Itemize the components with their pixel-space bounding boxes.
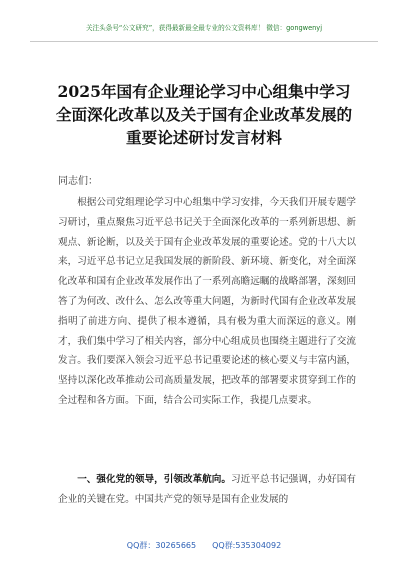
document-title: 2025年国有企业理论学习中心组集中学习全面深化改革以及关于国有企业改革发展的重要论述研讨发言材料 [55,82,353,147]
header-divider [30,41,378,42]
intro-paragraph: 根据公司党组理论学习中心组集中学习安排，今天我们开展专题学习研讨，重点聚焦习近平总书记关于全面深化改革的一系列新思想、新观点、新论断，以及关于国有企业改革发展的重要论述。党的十八大以来，习近平总书记立足我国发展的新阶段、新环境、新变化，对全面深化改革和国有企业改革发展作出了一系列高瞻远瞩的战略部署，深刻回答了为何改、改什么、怎么改等重大问题，为新时代国有企业改革发展指明了前进方向、提供了根本遵循，具有极为重大而深远的意义。刚才，我们集中学习了相关内容，部分中心组成员也围绕主题进行了交流发言。我们要深入领会习近平总书记重要论述的核心要义与丰富内涵，坚持以深化改革推动公司高质量发展，把改革的部署要求贯穿到工作的全过程和各方面。下面，结合公司实际工作，我提几点要求。 [58,197,356,406]
footer-qq-group-2: QQ群:535304092 [212,541,282,550]
salutation: 同志们： [58,176,98,187]
section-1-heading: 一、强化党的领导，引领改革航向。 [77,474,232,485]
footer-qq-group-1: QQ群：30265665 [126,541,197,550]
footer [0,540,408,551]
section-1-paragraph [58,470,356,510]
section-1-text: 习近平总书记强调，办好国有企业的关键在党。中国共产党的领导是国有企业发展的 [58,474,357,505]
header-note: 关注头条号“公文研究”，获得最新最全最专业的公文资料库！ 微信：gongwenyj [85,24,323,32]
